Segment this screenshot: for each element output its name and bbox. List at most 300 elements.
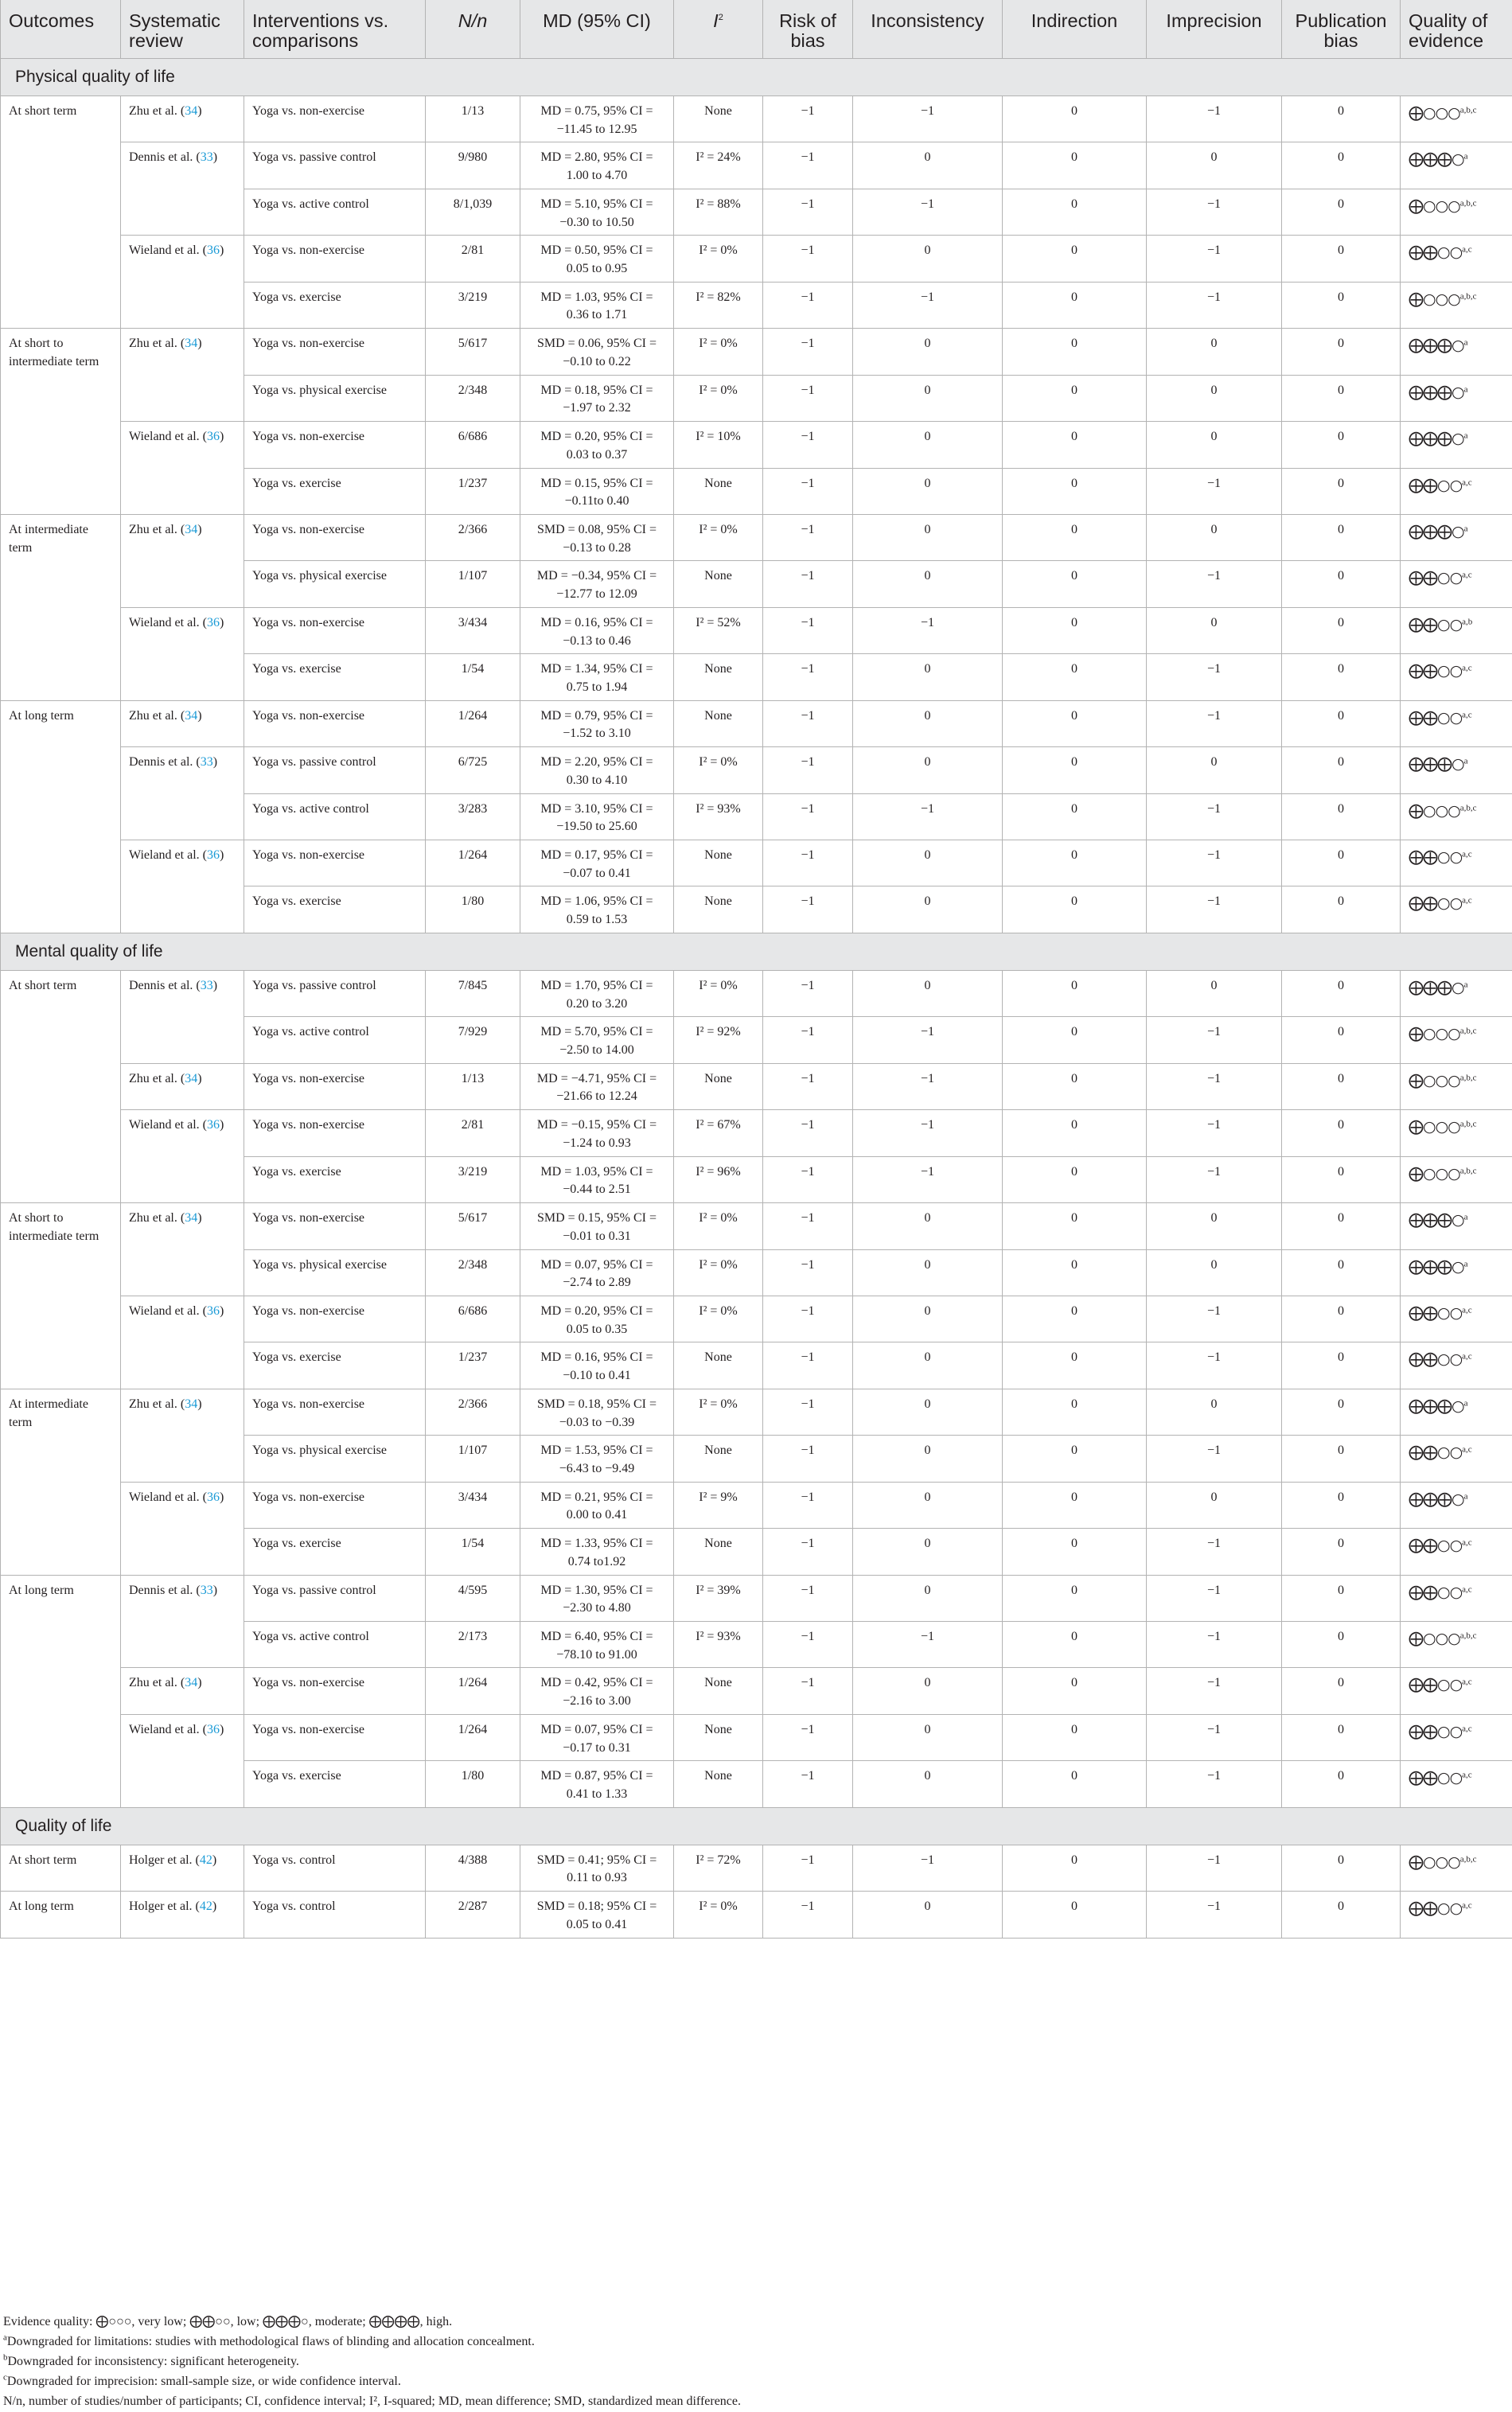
quality-of-evidence-cell (1401, 1389, 1512, 1435)
risk-of-bias-cell: −1 (763, 329, 853, 375)
imprecision-cell: −1 (1147, 1296, 1282, 1342)
imprecision-cell: −1 (1147, 654, 1282, 700)
i2-cell: None (674, 561, 763, 607)
inconsistency-cell: 0 (853, 886, 1003, 933)
indirection-cell: 0 (1003, 329, 1147, 375)
inconsistency-cell: 0 (853, 700, 1003, 746)
review-cell (121, 700, 244, 746)
inconsistency-cell: 0 (853, 514, 1003, 560)
publication-bias-cell: 0 (1282, 514, 1401, 560)
inconsistency-cell: 0 (853, 1761, 1003, 1807)
quality-rating-icon: ⨁⨁○○ (1409, 894, 1463, 913)
i2-cell: I² = 0% (674, 1203, 763, 1249)
footnote-b: $^b$Downgraded for inconsistency: significant heterogeneity. (3, 2352, 299, 2368)
inconsistency-cell: −1 (853, 282, 1003, 328)
table-row (1, 236, 1512, 282)
quality-rating-icon: ⨁⨁⨁○ (1409, 150, 1464, 169)
section-row (1, 933, 1512, 970)
risk-of-bias-cell: −1 (763, 1342, 853, 1389)
quality-rating-icon: ⨁○○○ (1409, 197, 1460, 215)
n-cell: 1/13 (426, 1063, 520, 1109)
review-cell (121, 1389, 244, 1482)
reference-link[interactable]: 33 (200, 755, 213, 770)
quality-of-evidence-cell (1401, 1668, 1512, 1714)
publication-bias-cell: 0 (1282, 142, 1401, 189)
indirection-cell: 0 (1003, 1761, 1147, 1807)
indirection-cell: 0 (1003, 514, 1147, 560)
quality-of-evidence-cell (1401, 329, 1512, 375)
i2-cell: None (674, 654, 763, 700)
outcome-term-cell: At short to intermediate term (1, 329, 121, 515)
comparison-cell: Yoga vs. non-exercise (244, 1482, 426, 1528)
reference-link[interactable]: 34 (185, 1211, 198, 1225)
risk-of-bias-cell: −1 (763, 1156, 853, 1202)
n-cell: 3/219 (426, 282, 520, 328)
reference-link[interactable]: 36 (206, 430, 220, 444)
i2-cell: None (674, 1668, 763, 1714)
reference-link[interactable]: 34 (185, 337, 198, 351)
review-author-close: ) (212, 1853, 217, 1867)
outcome-term-cell: At short term (1, 1845, 121, 1891)
quality-of-evidence-cell (1401, 282, 1512, 328)
md-ci-cell: MD = 6.40, 95% CI = −78.10 to 91.00 (520, 1622, 674, 1668)
imprecision-cell: −1 (1147, 1342, 1282, 1389)
inconsistency-cell: 0 (853, 1575, 1003, 1621)
i2-cell: I² = 82% (674, 282, 763, 328)
review-cell (121, 329, 244, 422)
inconsistency-cell: 0 (853, 747, 1003, 793)
imprecision-cell: −1 (1147, 700, 1282, 746)
quality-footnote-marks: a (1463, 980, 1468, 990)
reference-link[interactable]: 42 (199, 1853, 212, 1867)
quality-footnote-marks: a (1463, 1491, 1468, 1502)
reference-link[interactable]: 34 (185, 1071, 198, 1085)
risk-of-bias-cell: −1 (763, 142, 853, 189)
reference-link[interactable]: 33 (200, 150, 213, 165)
quality-rating-icon: ⨁⨁○○ (1409, 1303, 1463, 1322)
i2-cell: I² = 0% (674, 1892, 763, 1938)
risk-of-bias-cell: −1 (763, 1436, 853, 1482)
reference-link[interactable]: 34 (185, 708, 198, 723)
risk-of-bias-cell: −1 (763, 514, 853, 560)
md-ci-cell: MD = 1.03, 95% CI = −0.44 to 2.51 (520, 1156, 674, 1202)
indirection-cell: 0 (1003, 282, 1147, 328)
md-ci-cell: MD = 0.21, 95% CI = 0.00 to 0.41 (520, 1482, 674, 1528)
risk-of-bias-cell: −1 (763, 793, 853, 840)
comparison-cell: Yoga vs. control (244, 1892, 426, 1938)
md-ci-cell: MD = 1.34, 95% CI = 0.75 to 1.94 (520, 654, 674, 700)
publication-bias-cell: 0 (1282, 1389, 1401, 1435)
outcome-term-cell: At short to intermediate term (1, 1203, 121, 1389)
n-cell: 1/237 (426, 1342, 520, 1389)
review-author-close: ) (197, 1211, 202, 1225)
quality-footnote-marks: a,c (1462, 1352, 1472, 1362)
risk-of-bias-cell: −1 (763, 1575, 853, 1621)
comparison-cell: Yoga vs. exercise (244, 886, 426, 933)
i2-cell: I² = 67% (674, 1110, 763, 1156)
col-header-i2: $I^2$ (674, 0, 763, 59)
review-cell (121, 1892, 244, 1938)
review-author: Dennis et al. ( (129, 150, 201, 165)
inconsistency-cell: 0 (853, 329, 1003, 375)
risk-of-bias-cell: −1 (763, 189, 853, 235)
md-ci-cell: MD = 0.42, 95% CI = −2.16 to 3.00 (520, 1668, 674, 1714)
risk-of-bias-cell: −1 (763, 970, 853, 1016)
md-ci-cell: MD = 0.16, 95% CI = −0.13 to 0.46 (520, 607, 674, 653)
quality-rating-icon: ⨁⨁○○ (1409, 1722, 1463, 1740)
table-row (1, 970, 1512, 1016)
md-ci-cell: SMD = 0.08, 95% CI = −0.13 to 0.28 (520, 514, 674, 560)
reference-link[interactable]: 36 (206, 1303, 220, 1318)
imprecision-cell: −1 (1147, 282, 1282, 328)
review-author: Wieland et al. ( (129, 1490, 207, 1504)
risk-of-bias-cell: −1 (763, 840, 853, 886)
quality-rating-icon: ⨁⨁⨁○ (1409, 430, 1464, 448)
review-author: Zhu et al. ( (129, 1211, 185, 1225)
table-row (1, 1482, 1512, 1528)
quality-of-evidence-cell (1401, 886, 1512, 933)
n-cell: 2/348 (426, 375, 520, 421)
risk-of-bias-cell: −1 (763, 468, 853, 514)
i2-cell: None (674, 700, 763, 746)
inconsistency-cell: 0 (853, 468, 1003, 514)
inconsistency-cell: 0 (853, 375, 1003, 421)
quality-rating-icon: ⨁⨁⨁○ (1409, 1397, 1464, 1415)
quality-footnote-marks: a,c (1462, 1537, 1472, 1548)
inconsistency-cell: −1 (853, 96, 1003, 142)
publication-bias-cell: 0 (1282, 468, 1401, 514)
quality-rating-icon: ⨁⨁⨁○ (1409, 383, 1464, 401)
quality-footnote-marks: a (1463, 524, 1468, 534)
col-header-systematic-review: Systematic review (121, 0, 244, 59)
n-cell: 2/81 (426, 1110, 520, 1156)
comparison-cell: Yoga vs. control (244, 1845, 426, 1891)
publication-bias-cell: 0 (1282, 1063, 1401, 1109)
quality-rating-icon: ⨁⨁⨁○ (1409, 522, 1464, 540)
indirection-cell: 0 (1003, 1342, 1147, 1389)
comparison-cell: Yoga vs. exercise (244, 468, 426, 514)
risk-of-bias-cell: −1 (763, 607, 853, 653)
review-cell (121, 607, 244, 700)
quality-of-evidence-cell (1401, 1845, 1512, 1891)
table-row (1, 329, 1512, 375)
outcome-term-cell: At long term (1, 700, 121, 933)
table-row (1, 1389, 1512, 1435)
reference-link[interactable]: 33 (200, 1583, 213, 1597)
imprecision-cell: 0 (1147, 747, 1282, 793)
quality-footnote-marks: a,c (1462, 1305, 1472, 1315)
comparison-cell: Yoga vs. physical exercise (244, 1249, 426, 1296)
review-cell (121, 747, 244, 840)
reference-link[interactable]: 34 (185, 104, 198, 118)
quality-of-evidence-cell (1401, 1017, 1512, 1063)
quality-of-evidence-cell (1401, 970, 1512, 1016)
inconsistency-cell: 0 (853, 840, 1003, 886)
quality-rating-icon: ⨁⨁○○ (1409, 1350, 1463, 1369)
quality-rating-icon: ⨁⨁⨁○ (1409, 1211, 1464, 1229)
quality-footnote-marks: a,c (1462, 849, 1472, 859)
indirection-cell: 0 (1003, 1482, 1147, 1528)
review-cell (121, 1110, 244, 1203)
quality-of-evidence-cell (1401, 654, 1512, 700)
comparison-cell: Yoga vs. exercise (244, 282, 426, 328)
md-ci-cell: MD = 0.07, 95% CI = −0.17 to 0.31 (520, 1714, 674, 1760)
quality-footnote-marks: a,c (1462, 663, 1472, 673)
review-author: Holger et al. ( (129, 1900, 200, 1914)
table-row (1, 1575, 1512, 1621)
quality-footnote-marks: a (1463, 1259, 1468, 1269)
publication-bias-cell: 0 (1282, 793, 1401, 840)
md-ci-cell: MD = 2.20, 95% CI = 0.30 to 4.10 (520, 747, 674, 793)
md-ci-cell: MD = 1.70, 95% CI = 0.20 to 3.20 (520, 970, 674, 1016)
inconsistency-cell: 0 (853, 422, 1003, 468)
n-cell: 6/686 (426, 422, 520, 468)
quality-of-evidence-cell (1401, 468, 1512, 514)
comparison-cell: Yoga vs. non-exercise (244, 1668, 426, 1714)
i2-cell: I² = 0% (674, 1249, 763, 1296)
risk-of-bias-cell: −1 (763, 96, 853, 142)
n-cell: 1/80 (426, 886, 520, 933)
table-row (1, 142, 1512, 189)
n-cell: 3/219 (426, 1156, 520, 1202)
indirection-cell: 0 (1003, 1622, 1147, 1668)
indirection-cell: 0 (1003, 886, 1147, 933)
footnote-abbreviations: N/n, number of studies/number of participants; CI, confidence interval; I², I-squared; MD, mean difference; SMD, standardized mean difference. (3, 2394, 742, 2408)
review-author: Dennis et al. ( (129, 1583, 201, 1597)
review-author: Wieland et al. ( (129, 1118, 207, 1132)
i2-cell: I² = 24% (674, 142, 763, 189)
quality-footnote-marks: a,c (1462, 896, 1472, 906)
table-row (1, 1203, 1512, 1249)
publication-bias-cell: 0 (1282, 282, 1401, 328)
risk-of-bias-cell: −1 (763, 1529, 853, 1575)
imprecision-cell: −1 (1147, 1156, 1282, 1202)
review-cell (121, 840, 244, 933)
comparison-cell: Yoga vs. non-exercise (244, 1714, 426, 1760)
comparison-cell: Yoga vs. non-exercise (244, 1296, 426, 1342)
review-cell (121, 1203, 244, 1296)
review-author-close: ) (219, 1303, 224, 1318)
inconsistency-cell: 0 (853, 1203, 1003, 1249)
review-author: Dennis et al. ( (129, 755, 201, 770)
reference-link[interactable]: 36 (206, 615, 220, 629)
inconsistency-cell: −1 (853, 1845, 1003, 1891)
review-author: Zhu et al. ( (129, 1071, 185, 1085)
review-cell (121, 96, 244, 142)
reference-link[interactable]: 36 (206, 1118, 220, 1132)
reference-link[interactable]: 36 (206, 244, 220, 258)
quality-of-evidence-cell (1401, 1296, 1512, 1342)
md-ci-cell: MD = 0.20, 95% CI = 0.05 to 0.35 (520, 1296, 674, 1342)
comparison-cell: Yoga vs. active control (244, 1017, 426, 1063)
review-author: Wieland et al. ( (129, 430, 207, 444)
col-header-quality: Quality of evidence (1401, 0, 1512, 59)
imprecision-cell: −1 (1147, 1845, 1282, 1891)
quality-of-evidence-cell (1401, 375, 1512, 421)
n-cell: 1/54 (426, 1529, 520, 1575)
comparison-cell: Yoga vs. physical exercise (244, 375, 426, 421)
quality-rating-icon: ⨁⨁○○ (1409, 1537, 1463, 1555)
review-author-close: ) (197, 104, 202, 118)
md-ci-cell: MD = 0.20, 95% CI = 0.03 to 0.37 (520, 422, 674, 468)
review-author-close: ) (219, 244, 224, 258)
n-cell: 1/13 (426, 96, 520, 142)
imprecision-cell: 0 (1147, 514, 1282, 560)
indirection-cell: 0 (1003, 840, 1147, 886)
quality-footnote-marks: a (1463, 756, 1468, 766)
n-cell: 6/686 (426, 1296, 520, 1342)
reference-link[interactable]: 34 (185, 1676, 198, 1690)
md-ci-cell: MD = 0.50, 95% CI = 0.05 to 0.95 (520, 236, 674, 282)
indirection-cell: 0 (1003, 468, 1147, 514)
risk-of-bias-cell: −1 (763, 1017, 853, 1063)
review-author-close: ) (197, 1071, 202, 1085)
quality-footnote-marks: a,b (1462, 617, 1473, 627)
quality-of-evidence-cell (1401, 1063, 1512, 1109)
table-row (1, 747, 1512, 793)
inconsistency-cell: 0 (853, 561, 1003, 607)
review-cell (121, 236, 244, 329)
review-author-close: ) (219, 1722, 224, 1736)
i2-cell: I² = 9% (674, 1482, 763, 1528)
inconsistency-cell: −1 (853, 1063, 1003, 1109)
table-row (1, 1063, 1512, 1109)
inconsistency-cell: 0 (853, 1296, 1003, 1342)
quality-rating-icon: ⨁○○○ (1409, 1164, 1460, 1183)
footnote-a: $^a$Downgraded for limitations: studies with methodological flaws of blinding and allocation concealment. (3, 2332, 535, 2348)
quality-footnote-marks: a,b,c (1459, 1631, 1477, 1641)
review-author-close: ) (197, 522, 202, 536)
reference-link[interactable]: 42 (199, 1900, 212, 1914)
imprecision-cell: −1 (1147, 1017, 1282, 1063)
comparison-cell: Yoga vs. non-exercise (244, 329, 426, 375)
reference-link[interactable]: 34 (185, 1397, 198, 1411)
quality-of-evidence-cell (1401, 1714, 1512, 1760)
risk-of-bias-cell: −1 (763, 236, 853, 282)
publication-bias-cell: 0 (1282, 1668, 1401, 1714)
md-ci-cell: MD = 5.70, 95% CI = −2.50 to 14.00 (520, 1017, 674, 1063)
review-cell (121, 142, 244, 236)
quality-footnote-marks: a,b,c (1459, 1854, 1477, 1865)
comparison-cell: Yoga vs. physical exercise (244, 561, 426, 607)
comparison-cell: Yoga vs. non-exercise (244, 840, 426, 886)
risk-of-bias-cell: −1 (763, 1714, 853, 1760)
comparison-cell: Yoga vs. physical exercise (244, 1436, 426, 1482)
i2-cell: I² = 10% (674, 422, 763, 468)
reference-link[interactable]: 36 (206, 848, 220, 862)
table-row (1, 607, 1512, 653)
indirection-cell: 0 (1003, 1063, 1147, 1109)
quality-rating-icon: ⨁⨁○○ (1409, 1676, 1463, 1694)
quality-footnote-marks: a,b,c (1459, 1073, 1477, 1083)
indirection-cell: 0 (1003, 1110, 1147, 1156)
n-cell: 1/264 (426, 1668, 520, 1714)
indirection-cell: 0 (1003, 700, 1147, 746)
risk-of-bias-cell: −1 (763, 1892, 853, 1938)
quality-footnote-marks: a,c (1462, 244, 1472, 255)
i2-cell: None (674, 96, 763, 142)
review-author: Zhu et al. ( (129, 1676, 185, 1690)
indirection-cell: 0 (1003, 654, 1147, 700)
reference-link[interactable]: 34 (185, 522, 198, 536)
quality-rating-icon: ⨁○○○ (1409, 801, 1460, 820)
quality-rating-icon: ⨁⨁○○ (1409, 1444, 1463, 1462)
md-ci-cell: MD = 0.75, 95% CI = −11.45 to 12.95 (520, 96, 674, 142)
n-cell: 9/980 (426, 142, 520, 189)
i2-cell: I² = 39% (674, 1575, 763, 1621)
publication-bias-cell: 0 (1282, 840, 1401, 886)
comparison-cell: Yoga vs. exercise (244, 1529, 426, 1575)
publication-bias-cell: 0 (1282, 1296, 1401, 1342)
md-ci-cell: MD = 0.87, 95% CI = 0.41 to 1.33 (520, 1761, 674, 1807)
n-cell: 2/366 (426, 514, 520, 560)
publication-bias-cell: 0 (1282, 1714, 1401, 1760)
comparison-cell: Yoga vs. exercise (244, 654, 426, 700)
imprecision-cell: −1 (1147, 1668, 1282, 1714)
reference-link[interactable]: 33 (200, 978, 213, 992)
imprecision-cell: −1 (1147, 1892, 1282, 1938)
comparison-cell: Yoga vs. non-exercise (244, 96, 426, 142)
table-row (1, 96, 1512, 142)
quality-rating-icon: ⨁○○○ (1409, 1853, 1460, 1871)
md-ci-cell: SMD = 0.18, 95% CI = −0.03 to −0.39 (520, 1389, 674, 1435)
quality-footnote-marks: a,b,c (1459, 105, 1477, 115)
quality-footnote-marks: a (1463, 1398, 1468, 1409)
comparison-cell: Yoga vs. non-exercise (244, 1389, 426, 1435)
col-header-imprecision: Imprecision (1147, 0, 1282, 59)
table-row (1, 700, 1512, 746)
indirection-cell: 0 (1003, 1203, 1147, 1249)
quality-footnote-marks: a (1463, 1212, 1468, 1222)
i2-cell: I² = 0% (674, 1389, 763, 1435)
n-cell: 5/617 (426, 1203, 520, 1249)
risk-of-bias-cell: −1 (763, 700, 853, 746)
quality-footnote-marks: a,b,c (1459, 1119, 1477, 1129)
outcome-term-cell: At intermediate term (1, 514, 121, 700)
indirection-cell: 0 (1003, 793, 1147, 840)
quality-footnote-marks: a (1463, 152, 1468, 162)
risk-of-bias-cell: −1 (763, 1110, 853, 1156)
md-ci-cell: MD = 1.53, 95% CI = −6.43 to −9.49 (520, 1436, 674, 1482)
review-cell (121, 1575, 244, 1668)
i2-cell: I² = 93% (674, 1622, 763, 1668)
review-author-close: ) (212, 1900, 217, 1914)
review-author: Wieland et al. ( (129, 615, 207, 629)
quality-of-evidence-cell (1401, 747, 1512, 793)
quality-of-evidence-cell (1401, 142, 1512, 189)
review-author-close: ) (212, 755, 218, 770)
quality-rating-icon: ⨁○○○ (1409, 1118, 1460, 1136)
i2-cell: I² = 92% (674, 1017, 763, 1063)
indirection-cell: 0 (1003, 747, 1147, 793)
i2-cell: None (674, 1063, 763, 1109)
md-ci-cell: MD = 0.79, 95% CI = −1.52 to 3.10 (520, 700, 674, 746)
inconsistency-cell: −1 (853, 1156, 1003, 1202)
md-ci-cell: MD = 5.10, 95% CI = −0.30 to 10.50 (520, 189, 674, 235)
review-author: Zhu et al. ( (129, 1397, 185, 1411)
reference-link[interactable]: 36 (206, 1490, 220, 1504)
reference-link[interactable]: 36 (206, 1722, 220, 1736)
n-cell: 2/348 (426, 1249, 520, 1296)
quality-of-evidence-cell (1401, 1892, 1512, 1938)
i2-cell: I² = 0% (674, 514, 763, 560)
md-ci-cell: MD = 0.16, 95% CI = −0.10 to 0.41 (520, 1342, 674, 1389)
publication-bias-cell: 0 (1282, 1575, 1401, 1621)
publication-bias-cell: 0 (1282, 422, 1401, 468)
imprecision-cell: 0 (1147, 142, 1282, 189)
indirection-cell: 0 (1003, 1436, 1147, 1482)
md-ci-cell: SMD = 0.06, 95% CI = −0.10 to 0.22 (520, 329, 674, 375)
